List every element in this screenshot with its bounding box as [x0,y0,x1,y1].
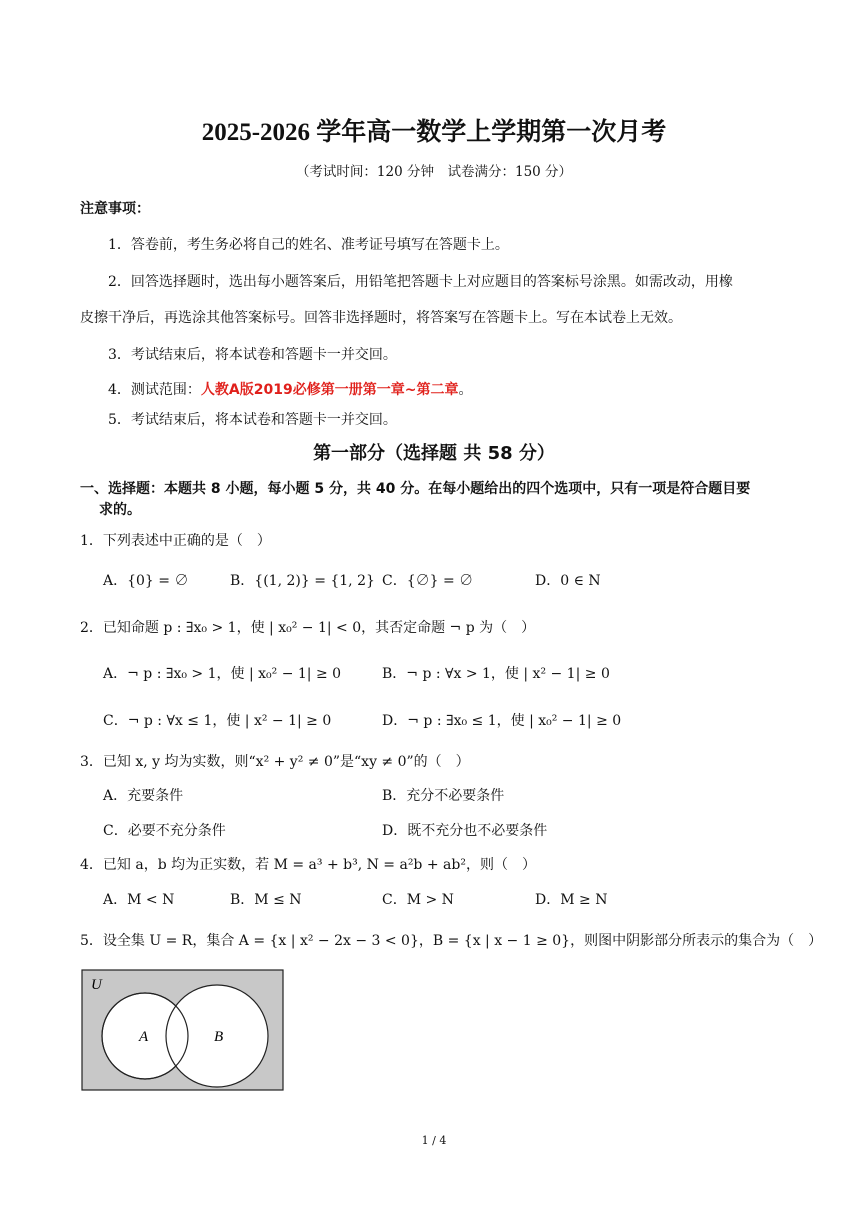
notice-heading: 注意事项： [80,201,150,217]
set-a-label: A [139,1029,149,1045]
section-one-line-2: 求的。 [99,502,141,518]
set-b-label: B [214,1029,224,1045]
venn-diagram [81,969,285,1093]
question-2-option-b: B．¬ p : ∀x > 1，使 | x² − 1| ≥ 0 [382,666,610,682]
notice-item-4-suffix: 。 [458,382,473,398]
question-2-option-a: A．¬ p : ∃x₀ > 1，使 | x₀² − 1| ≥ 0 [103,666,342,682]
question-1-option-a: A．{0} = ∅ [103,573,189,589]
notice-item-4 [108,379,472,399]
notice-item-3: 3．考试结束后，将本试卷和答题卡一并交回。 [108,347,397,363]
question-1-option-d: D．0 ∈ N [535,573,601,589]
question-1-stem: 1．下列表述中正确的是（ ） [80,533,271,549]
question-2-stem: 2．已知命题 p : ∃x₀ > 1，使 | x₀² − 1| < 0，其否定命题 ¬ p 为（ ） [80,620,536,636]
question-3-option-b: B．充分不必要条件 [382,788,505,804]
question-3-option-d: D．既不充分也不必要条件 [382,823,548,839]
page-number: 1 / 4 [421,1134,447,1147]
question-4-option-a: A．M < N [103,892,175,908]
question-3-option-a: A．充要条件 [103,788,184,804]
notice-item-2-line-2: 皮擦干净后，再选涂其他答案标号。回答非选择题时，将答案写在答题卡上。写在本试卷上无效。 [80,310,682,326]
test-range: 人教A版2019必修第一册第一章~第二章 [200,382,459,398]
section-one-line-1: 一、选择题：本题共 8 小题，每小题 5 分，共 40 分。在每小题给出的四个选项中，只有一项是符合题目要 [80,481,751,497]
question-3-option-c: C．必要不充分条件 [103,823,226,839]
notice-item-5: 5．考试结束后，将本试卷和答题卡一并交回。 [108,412,397,428]
question-2-option-d: D．¬ p : ∃x₀ ≤ 1，使 | x₀² − 1| ≥ 0 [382,713,622,729]
question-4-option-b: B．M ≤ N [230,892,302,908]
exam-subtitle: （考试时间：120 分钟 试卷满分：150 分） [295,164,573,180]
universe-label: U [91,977,102,993]
question-4-option-d: D．M ≥ N [535,892,608,908]
question-4-stem: 4．已知 a，b 均为正实数，若 M = a³ + b³, N = a²b + ab²，则（ ） [80,857,536,873]
question-1-option-c: C．{∅} = ∅ [382,573,474,589]
question-1-option-b: B．{(1, 2)} = {1, 2} [230,573,375,589]
question-2-option-c: C．¬ p : ∀x ≤ 1，使 | x² − 1| ≥ 0 [103,713,332,729]
question-4-option-c: C．M > N [382,892,454,908]
notice-item-2-line-1: 2．回答选择题时，选出每小题答案后，用铅笔把答题卡上对应题目的答案标号涂黑。如需改动，用橡 [108,274,733,290]
notice-item-1: 1．答卷前，考生务必将自己的姓名、准考证号填写在答题卡上。 [108,237,509,253]
exam-title: 2025-2026 学年高一数学上学期第一次月考 [201,119,667,146]
notice-item-4-prefix: 4．测试范围： [108,382,201,398]
question-3-stem: 3．已知 x, y 均为实数，则“x² + y² ≠ 0”是“xy ≠ 0”的（ ） [80,754,470,770]
part-one-title: 第一部分（选择题 共 58 分） [313,443,555,464]
question-5-stem: 5．设全集 U = R，集合 A = {x | x² − 2x − 3 < 0}，B = {x | x − 1 ≥ 0}，则图中阴影部分所表示的集合为（ ） [80,933,823,949]
